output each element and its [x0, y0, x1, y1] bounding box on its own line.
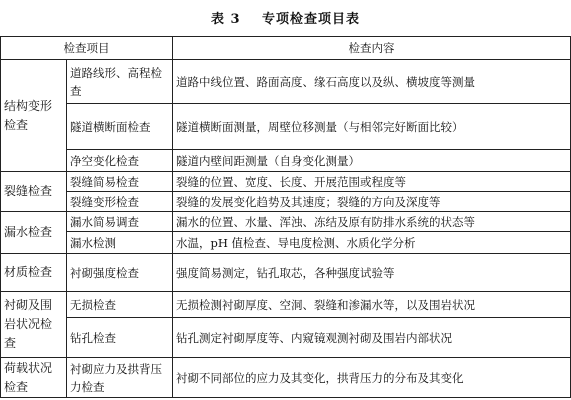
content-cell: 无损检测衬砌厚度、空洞、裂缝和渗漏水等，以及围岩状况	[173, 292, 571, 318]
content-cell: 漏水的位置、水量、浑浊、冻结及原有防排水系统的状态等	[173, 212, 571, 232]
inspection-table	[0, 36, 571, 398]
content-cell: 钻孔测定衬砌厚度等、内窥镜观测衬砌及围岩内部状况	[173, 318, 571, 358]
header-content: 检查内容	[173, 37, 571, 60]
item-cell: 净空变化检查	[67, 150, 173, 172]
category-cell: 衬砌及围岩状况检查	[1, 292, 67, 358]
item-cell: 裂缝变形检查	[67, 192, 173, 212]
item-cell: 隧道横断面检查	[67, 104, 173, 150]
category-cell: 材质检查	[1, 254, 67, 292]
table-row	[1, 60, 571, 104]
content-cell: 隧道横断面测量，周壁位移测量（与相邻完好断面比较）	[173, 104, 571, 150]
content-cell: 衬砌不同部位的应力及其变化，拱背压力的分布及其变化	[173, 358, 571, 398]
table-row	[1, 254, 571, 292]
item-cell: 裂缝简易检查	[67, 172, 173, 192]
item-cell: 道路线形、高程检查	[67, 60, 173, 104]
table-row	[1, 192, 571, 212]
table-row	[1, 232, 571, 254]
category-cell: 结构变形检查	[1, 60, 67, 172]
table-row	[1, 104, 571, 150]
category-cell: 漏水检查	[1, 212, 67, 254]
table-header-row	[1, 37, 571, 60]
category-cell: 裂缝检查	[1, 172, 67, 212]
table-title: 专项检查项目表	[262, 12, 361, 27]
content-cell: 强度简易测定，钻孔取芯，各种强度试验等	[173, 254, 571, 292]
table-row	[1, 172, 571, 192]
content-cell: 隧道内壁间距测量（自身变化测量）	[173, 150, 571, 172]
content-cell: 裂缝的位置、宽度、长度、开展范围或程度等	[173, 172, 571, 192]
table-row	[1, 318, 571, 358]
table-caption	[0, 8, 571, 27]
content-cell: 水温，pH 值检查、导电度检测、水质化学分析	[173, 232, 571, 254]
table-number: 表 3	[210, 12, 241, 27]
category-cell: 荷载状况检查	[1, 358, 67, 398]
header-item: 检查项目	[1, 37, 173, 60]
item-cell: 衬砌强度检查	[67, 254, 173, 292]
item-cell: 无损检查	[67, 292, 173, 318]
item-cell: 漏水简易调查	[67, 212, 173, 232]
table-row	[1, 150, 571, 172]
item-cell: 衬砌应力及拱背压力检查	[67, 358, 173, 398]
table-row	[1, 212, 571, 232]
content-cell: 道路中线位置、路面高度、缘石高度以及纵、横坡度等测量	[173, 60, 571, 104]
table-row	[1, 358, 571, 398]
content-cell: 裂缝的发展变化趋势及其速度；裂缝的方向及深度等	[173, 192, 571, 212]
table-row	[1, 292, 571, 318]
item-cell: 钻孔检查	[67, 318, 173, 358]
item-cell: 漏水检测	[67, 232, 173, 254]
